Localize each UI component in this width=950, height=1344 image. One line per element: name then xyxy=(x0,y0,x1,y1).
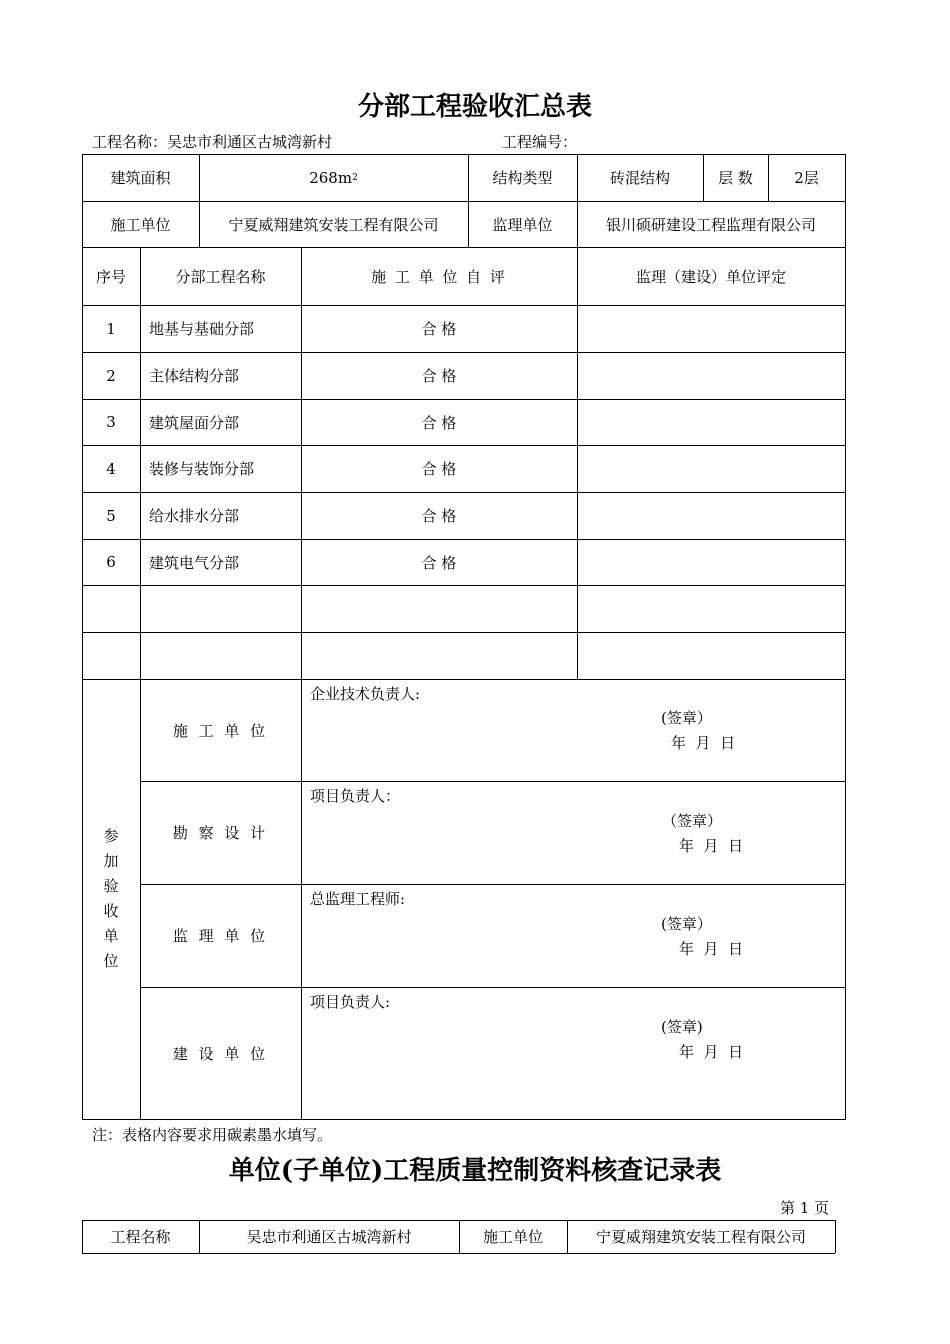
form2-construction-label: 施工单位 xyxy=(482,1228,543,1246)
sign-date: 年 月 日 xyxy=(679,940,744,958)
row-name: 主体结构分部 xyxy=(149,367,240,385)
sign-date: 年 月 日 xyxy=(679,837,744,855)
area-label: 建筑面积 xyxy=(110,169,171,187)
participants-label-char: 单 xyxy=(103,927,119,945)
area-number: 268m xyxy=(309,168,353,187)
table-rule xyxy=(82,1119,846,1120)
participant-unit: 监 理 单 位 xyxy=(172,927,269,945)
col-header-no: 序号 xyxy=(95,267,126,286)
footnote: 注：表格内容要求用碳素墨水填写。 xyxy=(92,1126,333,1144)
area-value xyxy=(199,154,468,201)
col-header-name: 分部工程名称 xyxy=(175,267,266,286)
col-header-self-eval: 施 工 单 位 自 评 xyxy=(371,267,507,286)
form2-project-name-label: 工程名称 xyxy=(110,1228,171,1246)
row-supervision-eval xyxy=(577,492,845,539)
signer-label: 项目负责人: xyxy=(310,993,391,1011)
row-number: 5 xyxy=(106,506,116,525)
signer-label: 项目负责人： xyxy=(310,787,401,805)
construction-value: 宁夏威翔建筑安装工程有限公司 xyxy=(228,215,439,234)
project-number-label: 工程编号： xyxy=(502,133,578,151)
participant-unit: 勘 察 设 计 xyxy=(172,824,269,842)
row-number: 1 xyxy=(106,319,116,338)
row-number xyxy=(82,585,140,632)
sign-date: 年 月 日 xyxy=(671,734,736,752)
row-supervision-eval xyxy=(577,305,845,352)
row-name: 建筑电气分部 xyxy=(149,553,240,572)
seal-label: (签章） xyxy=(661,915,712,933)
form2-construction-value: 宁夏威翔建筑安装工程有限公司 xyxy=(595,1228,806,1246)
row-name: 给水排水分部 xyxy=(149,507,240,525)
row-supervision-eval xyxy=(577,352,845,399)
area-unit-sup: 2 xyxy=(352,172,358,183)
table-rule xyxy=(835,1220,836,1253)
row-self-eval: 合 格 xyxy=(421,553,457,572)
row-number xyxy=(82,632,140,679)
structure-label: 结构类型 xyxy=(492,169,553,187)
row-supervision-eval xyxy=(577,399,845,445)
row-name: 装修与装饰分部 xyxy=(149,460,255,478)
participant-unit: 施 工 单 位 xyxy=(172,721,269,740)
row-self-eval: 合 格 xyxy=(421,367,457,385)
table-rule xyxy=(301,679,302,1119)
table-rule xyxy=(845,154,846,1119)
construction-label: 施工单位 xyxy=(110,215,171,234)
form2-project-name-value: 吴忠市利通区古城湾新村 xyxy=(246,1228,412,1246)
form1-title: 分部工程验收汇总表 xyxy=(357,92,592,122)
project-name-label: 工程名称： xyxy=(92,133,168,151)
row-supervision-eval xyxy=(577,585,845,632)
sign-date: 年 月 日 xyxy=(679,1043,744,1061)
row-self-eval: 合 格 xyxy=(421,413,457,432)
participant-unit: 建 设 单 位 xyxy=(172,1044,269,1063)
col-header-supervision-eval: 监理（建设）单位评定 xyxy=(635,267,786,286)
row-self-eval: 合 格 xyxy=(421,460,457,478)
row-number: 2 xyxy=(106,366,116,385)
row-self-eval xyxy=(301,632,577,679)
row-name: 建筑屋面分部 xyxy=(149,413,240,432)
structure-value: 砖混结构 xyxy=(609,169,670,187)
participants-label-char: 参 xyxy=(103,827,119,845)
participants-label-char: 位 xyxy=(103,952,119,970)
row-supervision-eval xyxy=(577,445,845,492)
table-rule xyxy=(82,1253,835,1254)
participants-label-char: 收 xyxy=(103,902,119,920)
form2-title: 单位(子单位)工程质量控制资料核查记录表 xyxy=(228,1156,722,1186)
participants-label-char: 加 xyxy=(103,852,119,870)
project-name-value: 吴忠市利通区古城湾新村 xyxy=(167,133,333,151)
seal-label: (签章） xyxy=(661,709,712,727)
floors-label: 层 数 xyxy=(718,169,753,187)
signer-label: 企业技术负责人: xyxy=(310,685,421,703)
seal-label: （签章） xyxy=(662,812,723,830)
supervision-label: 监理单位 xyxy=(492,215,553,234)
participants-label xyxy=(82,824,140,974)
row-number: 6 xyxy=(106,553,116,571)
row-name xyxy=(140,585,310,632)
participants-label-char: 验 xyxy=(103,877,119,895)
row-self-eval: 合 格 xyxy=(421,320,457,338)
row-self-eval xyxy=(301,585,577,632)
project-name-line xyxy=(92,131,332,152)
row-supervision-eval xyxy=(577,539,845,585)
row-supervision-eval xyxy=(577,632,845,679)
supervision-value: 银川硕研建设工程监理有限公司 xyxy=(605,215,816,234)
floors-value: 2层 xyxy=(794,169,819,187)
seal-label: (签章) xyxy=(661,1018,703,1036)
row-number: 3 xyxy=(106,413,116,431)
page-number: 第 1 页 xyxy=(780,1199,830,1217)
row-number: 4 xyxy=(106,459,116,478)
row-name xyxy=(140,632,310,679)
row-self-eval: 合 格 xyxy=(421,507,457,525)
row-name: 地基与基础分部 xyxy=(149,320,255,338)
signer-label: 总监理工程师: xyxy=(310,890,406,908)
